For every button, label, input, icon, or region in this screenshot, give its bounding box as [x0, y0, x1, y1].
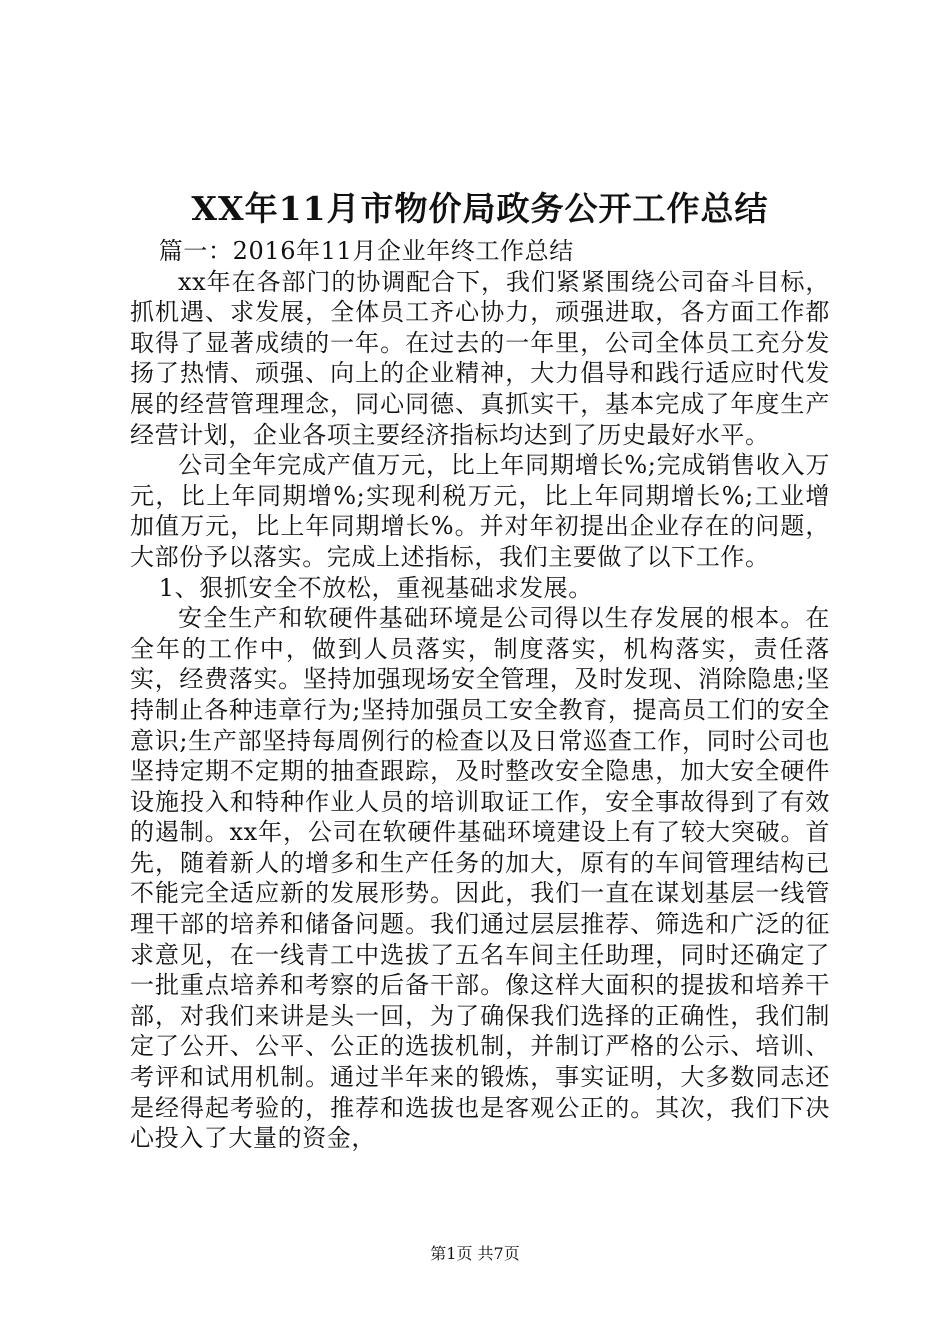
paragraph-intro: xx年在各部门的协调配合下，我们紧紧围绕公司奋斗目标，抓机遇、求发展，全体员工齐心协力，顽强进取，各方面工作都取得了显著成绩的一年。在过去的一年里，公司全体员工充分发扬了热情、顽强、向上的企业精神，大力倡导和践行适应时代发展的经营管理理念，同心同德、真抓实干，基本完成了年度生产经营计划，企业各项主要经济指标均达到了历史最好水平。 [130, 267, 830, 449]
section-heading: 1、狠抓安全不放松，重视基础求发展。 [158, 573, 593, 602]
paragraph-metrics: 公司全年完成产值万元，比上年同期增长%;完成销售收入万元，比上年同期增%;实现利税万元，比上年同期增长%;工业增加值万元，比上年同期增长%。并对年初提出企业存在的问题，大部份予以落实。完成上述指标，我们主要做了以下工作。 [130, 451, 830, 571]
page-footer: 第1页 共7页 [430, 1244, 520, 1263]
section-paragraph: 安全生产和软硬件基础环境是公司得以生存发展的根本。在全年的工作中，做到人员落实，制度落实，机构落实，责任落实，经费落实。坚持加强现场安全管理，及时发现、消除隐患;坚持制止各种违章行为;坚持加强员工安全教育，提高员工们的安全意识;生产部坚持每周例行的检查以及日常巡查工作，同时公司也坚持定期不定期的抽查跟踪，及时整改安全隐患，加大安全硬件设施投入和特种作业人员的培训取证工作，安全事故得到了有效的遏制。xx年，公司在软硬件基础环境建设上有了较大突破。首先，随着新人的增多和生产任务的加大，原有的车间管理结构已不能完全适应新的发展形势。因此，我们一直在谋划基层一线管理干部的培养和储备问题。我们通过层层推荐、筛选和广泛的征求意见，在一线青工中选拔了五名车间主任助理，同时还确定了一批重点培养和考察的后备干部。像这样大面积的提拔和培养干部，对我们来讲是头一回，为了确保我们选择的正确性，我们制定了公开、公平、公正的选拔机制，并制订严格的公示、培训、考评和试用机制。通过半年来的锻炼，事实证明，大多数同志还是经得起考验的，推荐和选拔也是客观公正的。其次，我们下决心投入了大量的资金， [130, 604, 830, 1153]
document-subtitle: 篇一：2016年11月企业年终工作总结 [158, 237, 574, 265]
document-title: XX年11月市物价局政务公开工作总结 [191, 189, 769, 228]
document-page [130, 182, 830, 1154]
